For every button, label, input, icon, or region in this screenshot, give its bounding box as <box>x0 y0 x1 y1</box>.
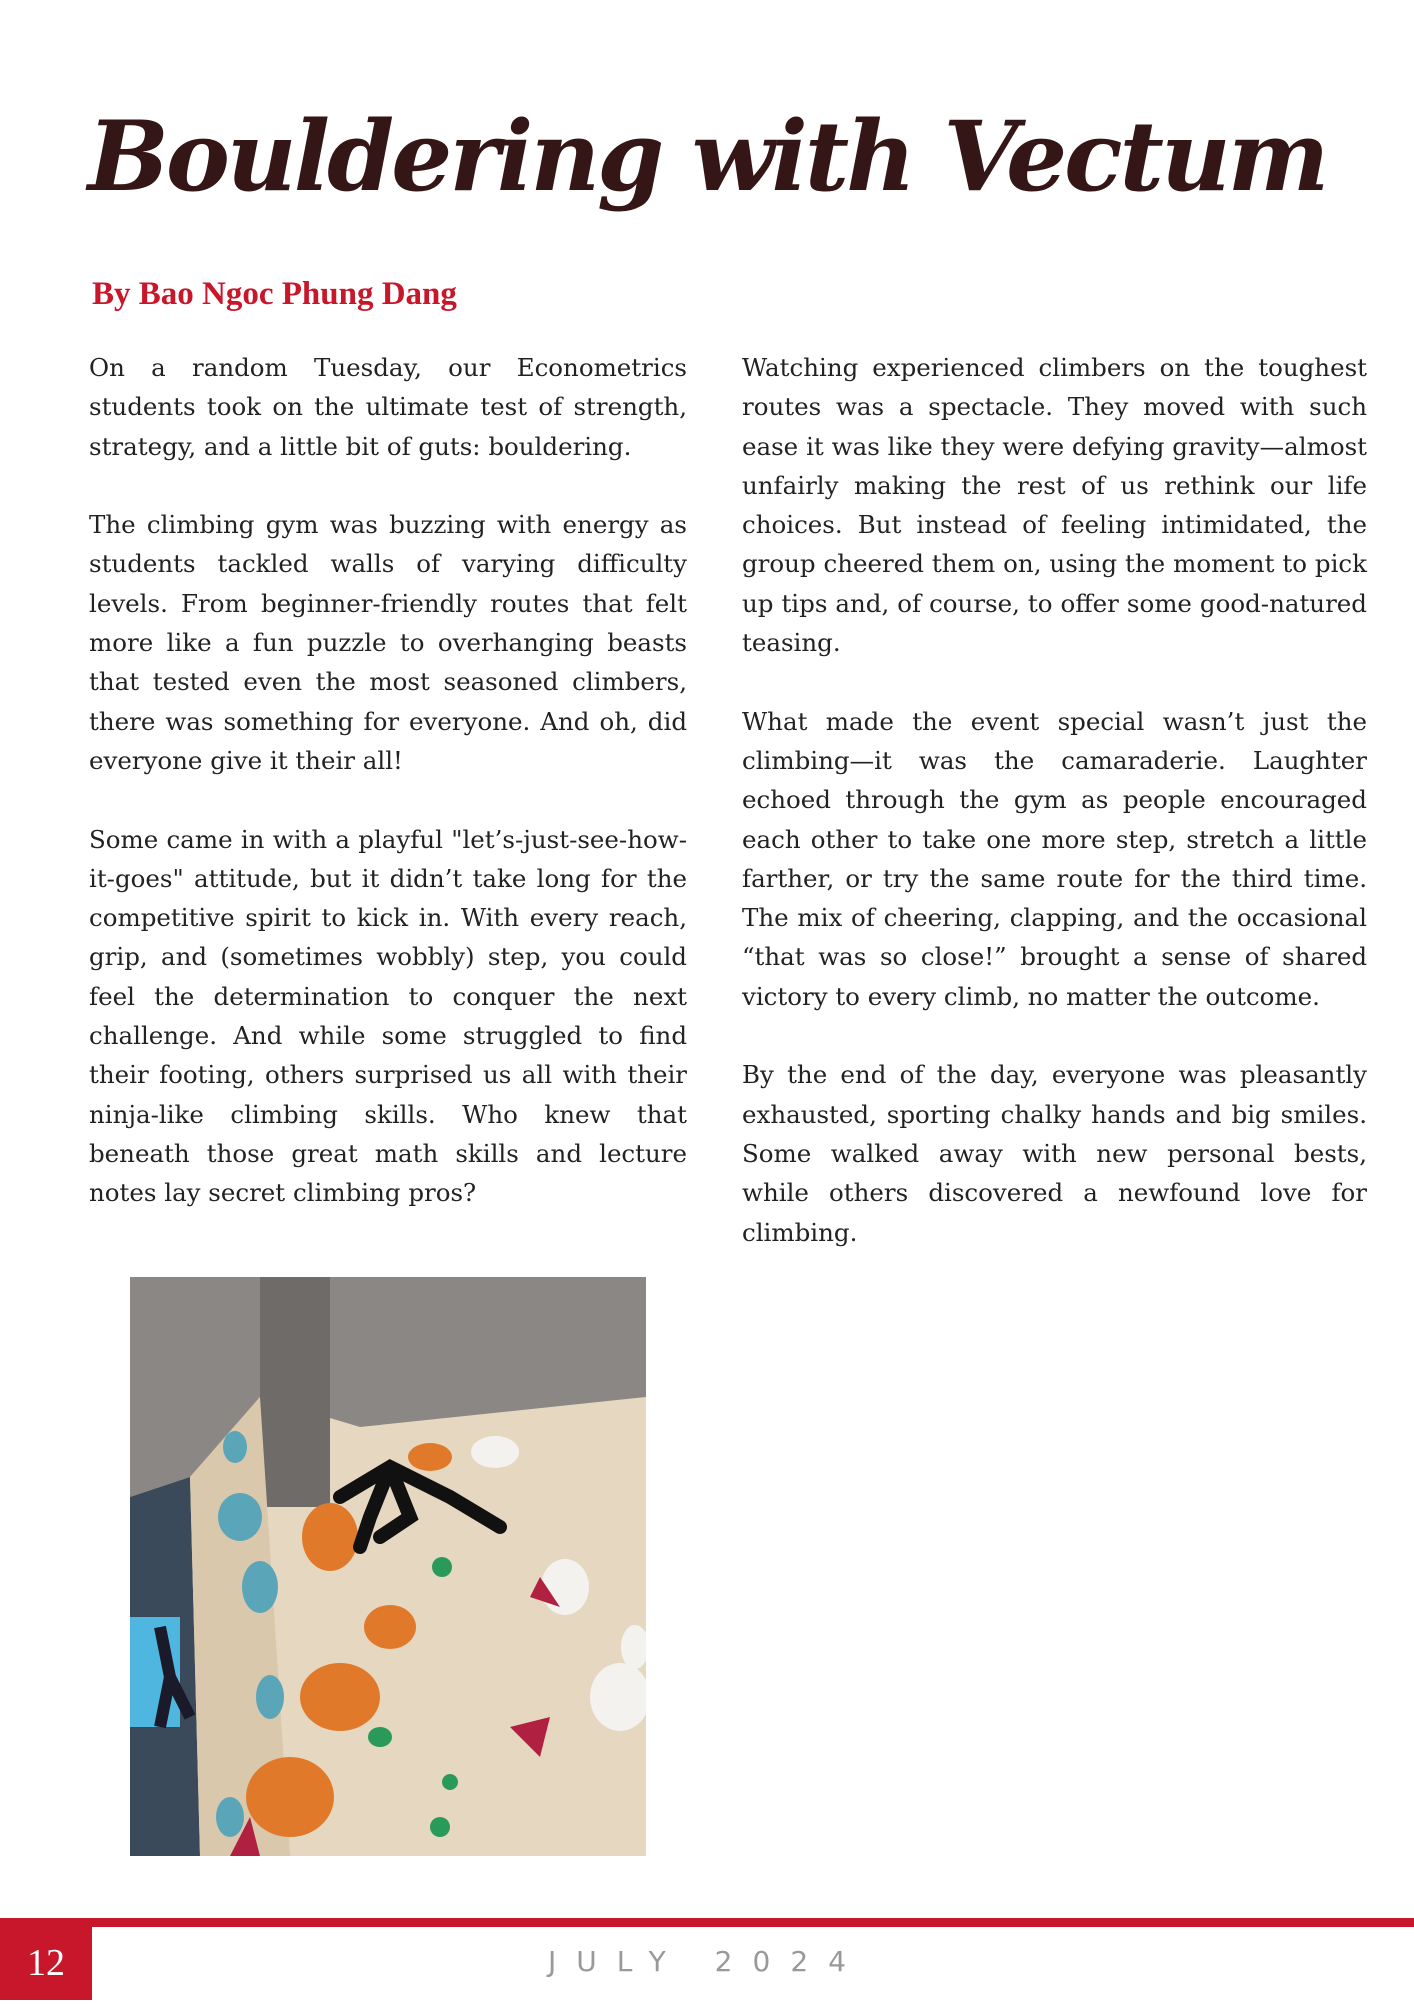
paragraph: On a random Tuesday, our Econometrics students took on the ultimate test of strength, strategy, and a little bit of guts: bouldering. <box>89 353 687 461</box>
climbing-gym-photo <box>130 1277 646 1856</box>
left-column <box>89 348 687 1252</box>
right-column <box>742 348 1367 1291</box>
article-title: Bouldering with Vectum <box>87 100 1327 213</box>
paragraph: Watching experienced climbers on the toughest routes was a spectacle. They moved with such ease it was like they were defying gravity—almost unfairly making the rest of us rethink our life choices. But instead of feeling intimidated, the group cheered them on, using the moment to pick up tips and, of course, to offer some good-natured teasing. <box>742 353 1367 658</box>
paragraph: What made the event special wasn’t just the climbing—it was the camaraderie. Laughter echoed through the gym as people encouraged each other to take one more step, stretch a little farther, or try the same route for the third time. The mix of cheering, clapping, and the occasional “that was so close!” brought a sense of shared victory to every climb, no matter the outcome. <box>742 706 1367 1011</box>
paragraph: Some came in with a playful "let’s-just-see-how-it-goes" attitude, but it didn’t take long for the competitive spirit to kick in. With every reach, grip, and (sometimes wobbly) step, you could feel the determination to conquer the next challenge. And while some struggled to find their footing, others surprised us all with their ninja-like climbing skills. Who knew that beneath those great math skills and lecture notes lay secret climbing pros? <box>89 824 687 1208</box>
page-number: 12 <box>0 1918 92 2000</box>
issue-date: JULY 2024 <box>548 1945 866 1978</box>
byline: By Bao Ngoc Phung Dang <box>92 276 457 312</box>
paragraph: By the end of the day, everyone was pleasantly exhausted, sporting chalky hands and big smiles. Some walked away with new personal bests, while others discovered a newfound love for climbing. <box>742 1060 1367 1247</box>
footer-rule <box>0 1918 1414 1927</box>
paragraph: The climbing gym was buzzing with energy as students tackled walls of varying difficulty levels. From beginner-friendly routes that felt more like a fun puzzle to overhanging beasts that tested even the most seasoned climbers, there was something for everyone. And oh, did everyone give it their all! <box>89 510 687 775</box>
